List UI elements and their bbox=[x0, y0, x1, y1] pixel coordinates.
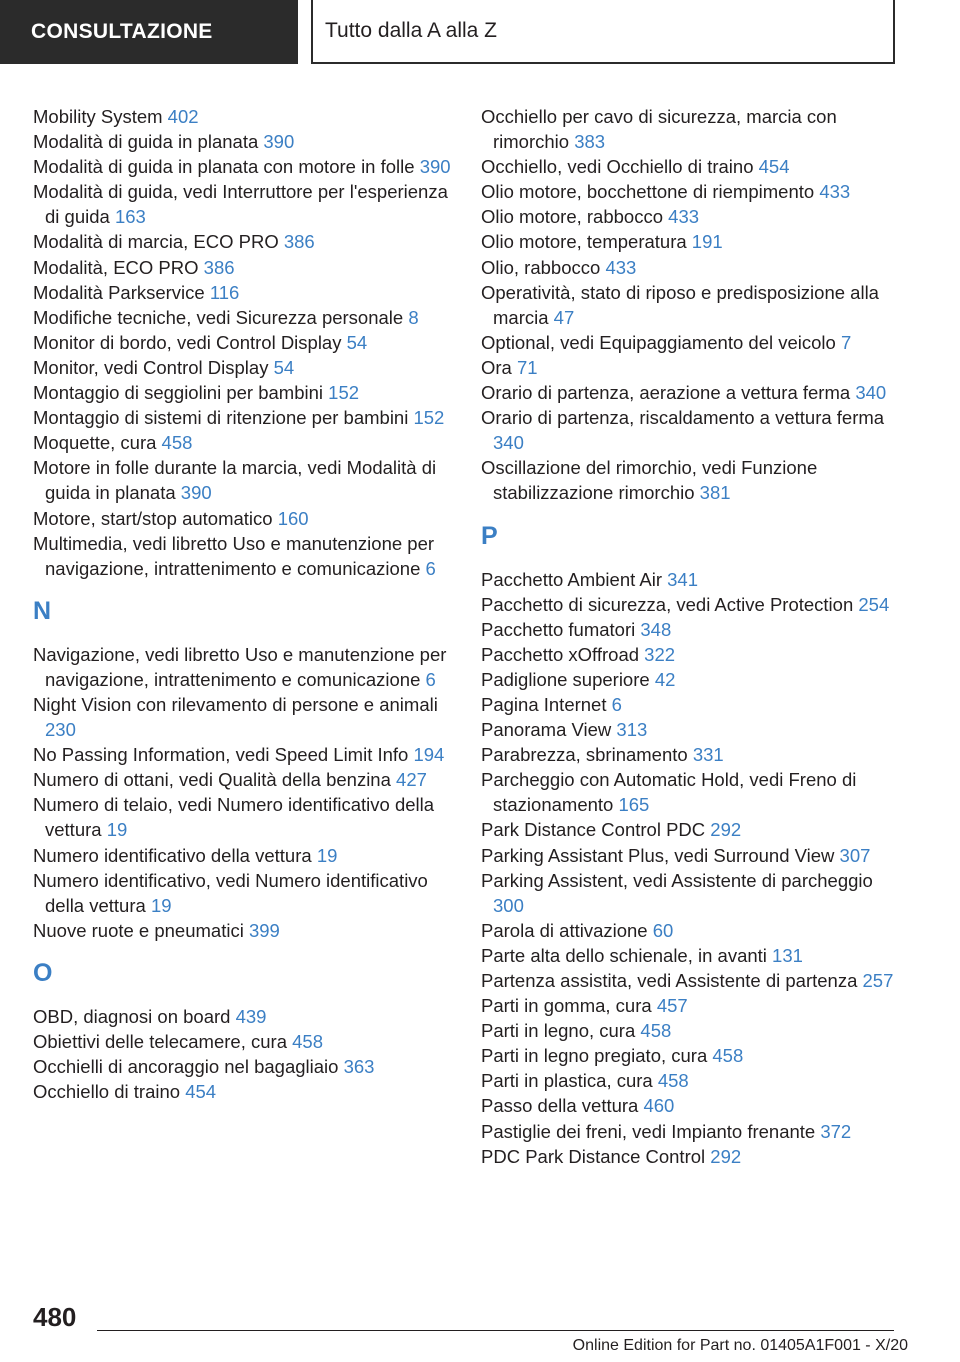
index-entry-text: Motore in folle durante la marcia, vedi Modalità di guida in planata bbox=[33, 457, 437, 504]
index-entry-text: Olio motore, temperatura bbox=[481, 231, 692, 253]
index-entry bbox=[33, 1029, 458, 1054]
index-entry bbox=[481, 667, 901, 692]
index-page-link[interactable]: 152 bbox=[413, 407, 445, 429]
index-entry-text: Nuove ruote e pneumatici bbox=[33, 919, 249, 941]
index-page-link[interactable]: 54 bbox=[346, 331, 368, 353]
index-page-link[interactable]: 19 bbox=[150, 894, 172, 916]
index-entry bbox=[33, 868, 458, 918]
index-entry bbox=[481, 1018, 901, 1043]
index-entry bbox=[33, 154, 458, 179]
index-page-link[interactable]: 458 bbox=[712, 1045, 744, 1067]
index-entry bbox=[481, 380, 901, 405]
index-entry bbox=[33, 229, 458, 254]
index-entry bbox=[481, 255, 901, 280]
index-entry bbox=[481, 204, 901, 229]
index-entry-text: Parti in plastica, cura bbox=[481, 1070, 658, 1092]
index-entry bbox=[481, 1093, 901, 1118]
index-entry-text: Parabrezza, sbrinamento bbox=[481, 744, 693, 766]
index-entry-text: Modalità Parkservice bbox=[33, 281, 210, 303]
index-entry bbox=[481, 742, 901, 767]
page-number: 480 bbox=[33, 1302, 77, 1332]
index-entry bbox=[481, 617, 901, 642]
index-page-link[interactable]: 194 bbox=[413, 744, 445, 766]
index-page-link[interactable]: 386 bbox=[203, 256, 235, 278]
index-entry-text: Occhiello, vedi Occhiello di traino bbox=[481, 156, 759, 178]
index-letter-heading: O bbox=[33, 958, 53, 987]
index-page-link[interactable]: 386 bbox=[283, 231, 315, 253]
index-entry-text: Orario di partenza, aerazione a vettura ferma bbox=[481, 382, 856, 404]
index-entry-text: Obiettivi delle telecamere, cura bbox=[33, 1031, 293, 1052]
index-entry bbox=[481, 592, 901, 617]
index-entry bbox=[481, 1068, 901, 1093]
index-entry-text: Modalità di guida, vedi Interruttore per l'esperienza di guida bbox=[33, 181, 448, 228]
chapter-header bbox=[311, 0, 895, 64]
index-entry-text: Panorama View bbox=[481, 719, 617, 741]
index-page-link[interactable]: 8 bbox=[408, 306, 419, 328]
index-entry-text: Motore, start/stop automatico bbox=[33, 507, 278, 529]
index-entry-text: Navigazione, vedi libretto Uso e manutenzione per navigazione, intrattenimento e comunicazione bbox=[33, 643, 447, 690]
index-page-link[interactable]: 292 bbox=[710, 1145, 742, 1167]
index-entry bbox=[481, 868, 901, 918]
index-page-link[interactable]: 454 bbox=[758, 156, 790, 178]
index-entry bbox=[481, 642, 901, 667]
index-entry-text: Oscillazione del rimorchio, vedi Funzione stabilizzazione rimorchio bbox=[481, 457, 818, 504]
index-entry-text: Pacchetto Ambient Air bbox=[481, 568, 668, 590]
index-page-link[interactable]: 307 bbox=[839, 844, 871, 866]
index-page-link[interactable]: 322 bbox=[644, 643, 676, 665]
index-entry-text: Night Vision con rilevamento di persone e animali bbox=[33, 693, 438, 715]
index-page-link[interactable]: 381 bbox=[699, 482, 731, 504]
index-page-link[interactable]: 42 bbox=[654, 668, 676, 690]
index-entry-text: Monitor, vedi Control Display bbox=[33, 356, 274, 378]
index-page-link[interactable]: 399 bbox=[248, 919, 280, 941]
index-page-link[interactable]: 458 bbox=[657, 1070, 689, 1092]
index-entry bbox=[33, 129, 458, 154]
index-entry-text: Numero di telaio, vedi Numero identificativo della vettura bbox=[33, 794, 435, 841]
section-tab bbox=[0, 0, 298, 64]
section-title: CONSULTAZIONE bbox=[31, 20, 213, 43]
index-page-link[interactable]: 458 bbox=[640, 1020, 672, 1042]
index-page-link[interactable]: 257 bbox=[862, 970, 894, 991]
index-column-right bbox=[481, 104, 901, 1169]
index-entry-text: Occhiello per cavo di sicurezza, marcia con rimorchio bbox=[481, 106, 837, 153]
index-page-link[interactable]: 454 bbox=[185, 1081, 217, 1103]
index-entry bbox=[33, 792, 458, 842]
index-entry-text: Olio motore, rabbocco bbox=[481, 206, 669, 228]
index-letter-heading: N bbox=[33, 596, 52, 625]
index-entry bbox=[481, 179, 901, 204]
index-entry bbox=[33, 918, 458, 943]
index-entry bbox=[481, 567, 901, 592]
index-entry bbox=[481, 943, 901, 968]
index-entry bbox=[481, 1144, 901, 1169]
index-page-link[interactable]: 383 bbox=[574, 131, 606, 153]
index-entry-text: Padiglione superiore bbox=[481, 668, 655, 690]
index-entry-text: Moquette, cura bbox=[33, 432, 162, 454]
index-entry-text: Pacchetto xOffroad bbox=[481, 643, 645, 665]
index-entry bbox=[481, 154, 901, 179]
index-page-link[interactable]: 402 bbox=[167, 106, 199, 127]
index-page-link[interactable]: 460 bbox=[643, 1095, 675, 1117]
index-entry bbox=[481, 717, 901, 742]
index-entry-text: Parola di attivazione bbox=[481, 919, 653, 941]
index-page-link[interactable]: 348 bbox=[640, 618, 672, 640]
index-entry-text: Orario di partenza, riscaldamento a vettura ferma bbox=[481, 407, 885, 429]
index-page-link[interactable]: 390 bbox=[263, 131, 295, 153]
index-page-link[interactable]: 313 bbox=[616, 719, 648, 741]
index-page-link[interactable]: 7 bbox=[840, 331, 852, 353]
index-page-link[interactable]: 152 bbox=[328, 382, 360, 404]
index-page-link[interactable]: 292 bbox=[710, 819, 742, 841]
index-entry bbox=[481, 1119, 901, 1144]
index-entry bbox=[33, 1004, 458, 1029]
index-entry bbox=[33, 430, 458, 455]
index-page-link[interactable]: 116 bbox=[209, 281, 240, 303]
index-entry-text: PDC Park Distance Control bbox=[481, 1145, 711, 1167]
index-entry bbox=[33, 305, 458, 330]
index-page-link[interactable]: 372 bbox=[820, 1120, 852, 1142]
index-page-link[interactable]: 160 bbox=[277, 507, 309, 529]
index-page-link[interactable]: 433 bbox=[605, 256, 637, 278]
index-entry-text: Olio motore, bocchettone di riempimento bbox=[481, 181, 820, 203]
index-entry bbox=[33, 642, 458, 692]
index-page-link[interactable]: 19 bbox=[106, 819, 128, 841]
chapter-title: Tutto dalla A alla Z bbox=[325, 19, 497, 42]
index-page-link[interactable]: 71 bbox=[516, 356, 538, 378]
index-page-link[interactable]: 390 bbox=[180, 482, 212, 504]
index-entry-text: Modalità di guida in planata bbox=[33, 131, 264, 153]
index-page-link[interactable]: 254 bbox=[858, 593, 890, 615]
index-page-link[interactable]: 439 bbox=[235, 1005, 267, 1027]
index-entry-text: Mobility System bbox=[33, 106, 168, 127]
index-page-link[interactable]: 457 bbox=[656, 995, 688, 1017]
index-page-link[interactable]: 433 bbox=[668, 206, 700, 228]
index-entry bbox=[33, 843, 458, 868]
index-page-link[interactable]: 340 bbox=[493, 432, 524, 454]
index-page-link[interactable]: 60 bbox=[652, 919, 674, 941]
index-entry-text: Multimedia, vedi libretto Uso e manutenzione per navigazione, intrattenimento e comunicazione bbox=[33, 532, 435, 579]
index-entry bbox=[481, 968, 901, 993]
index-entry-text: Passo della vettura bbox=[481, 1095, 644, 1117]
index-entry bbox=[33, 455, 458, 505]
index-entry-text: Numero identificativo della vettura bbox=[33, 844, 317, 866]
index-entry-text: Occhielli di ancoraggio nel bagagliaio bbox=[33, 1056, 344, 1078]
index-entry bbox=[481, 229, 901, 254]
index-page-link[interactable]: 363 bbox=[343, 1056, 375, 1078]
index-entry bbox=[33, 380, 458, 405]
index-entry bbox=[33, 330, 458, 355]
index-entry-text: Pacchetto fumatori bbox=[481, 618, 641, 640]
index-page-link[interactable]: 165 bbox=[618, 794, 650, 816]
index-page-link[interactable]: 458 bbox=[292, 1031, 323, 1052]
index-entry-text: Parti in legno pregiato, cura bbox=[481, 1045, 713, 1067]
index-entry-text: Park Distance Control PDC bbox=[481, 819, 711, 841]
index-entry-text: Montaggio di seggiolini per bambini bbox=[33, 382, 329, 404]
index-page-link[interactable]: 6 bbox=[425, 557, 436, 579]
index-column-left bbox=[33, 104, 458, 1104]
index-entry-text: Operatività, stato di riposo e predisposizione alla marcia bbox=[481, 281, 879, 328]
index-entry bbox=[481, 993, 901, 1018]
index-entry bbox=[33, 531, 458, 581]
index-letter-heading: P bbox=[481, 521, 498, 550]
index-page-link[interactable]: 131 bbox=[772, 944, 803, 966]
index-entry-text: Parcheggio con Automatic Hold, vedi Freno di stazionamento bbox=[481, 769, 857, 816]
index-page-link[interactable]: 191 bbox=[691, 231, 723, 253]
index-entry-text: No Passing Information, vedi Speed Limit Info bbox=[33, 744, 414, 766]
index-entry bbox=[481, 918, 901, 943]
index-entry bbox=[33, 742, 458, 767]
index-entry-text: Ora bbox=[481, 356, 517, 378]
index-entry-text: Partenza assistita, vedi Assistente di partenza bbox=[481, 970, 863, 991]
index-entry bbox=[481, 692, 901, 717]
index-entry-text: Pagina Internet bbox=[481, 693, 612, 715]
index-entry bbox=[33, 179, 458, 229]
index-page-link[interactable]: 6 bbox=[425, 668, 436, 690]
index-page-link[interactable]: 300 bbox=[493, 894, 524, 916]
index-entry bbox=[33, 355, 458, 380]
index-entry-text: Parte alta dello schienale, in avanti bbox=[481, 944, 773, 966]
index-entry bbox=[33, 280, 458, 305]
index-entry-text: Optional, vedi Equipaggiamento del veicolo bbox=[481, 331, 841, 353]
index-entry-text: Monitor di bordo, vedi Control Display bbox=[33, 331, 347, 353]
index-page-link[interactable]: 6 bbox=[611, 693, 622, 715]
index-page-link[interactable]: 230 bbox=[45, 719, 76, 741]
index-entry-text: Pacchetto di sicurezza, vedi Active Protection bbox=[481, 593, 859, 615]
index-page-link[interactable]: 427 bbox=[396, 769, 427, 791]
footer-divider bbox=[97, 1330, 894, 1331]
index-entry bbox=[481, 767, 901, 817]
index-entry-text: Modifiche tecniche, vedi Sicurezza personale bbox=[33, 306, 409, 328]
index-entry-text: Modalità, ECO PRO bbox=[33, 256, 204, 278]
index-entry-text: Modalità di marcia, ECO PRO bbox=[33, 231, 284, 253]
index-entry bbox=[481, 455, 901, 505]
index-entry bbox=[33, 1079, 458, 1104]
index-page-link[interactable]: 163 bbox=[114, 206, 146, 228]
index-entry-text: Olio, rabbocco bbox=[481, 256, 606, 278]
index-entry-text: Occhiello di traino bbox=[33, 1081, 186, 1103]
index-entry bbox=[33, 767, 458, 792]
index-page-link[interactable]: 390 bbox=[419, 156, 451, 178]
index-entry bbox=[33, 692, 458, 742]
index-entry-text: Parking Assistant Plus, vedi Surround View bbox=[481, 844, 840, 866]
index-entry bbox=[33, 104, 458, 129]
index-entry bbox=[33, 405, 458, 430]
index-entry bbox=[481, 330, 901, 355]
index-entry-text: Montaggio di sistemi di ritenzione per bambini bbox=[33, 407, 414, 429]
index-entry bbox=[481, 1043, 901, 1068]
index-entry bbox=[481, 817, 901, 842]
index-entry bbox=[33, 255, 458, 280]
index-entry bbox=[481, 405, 901, 455]
index-page-link[interactable]: 458 bbox=[161, 432, 193, 454]
index-page-link[interactable]: 340 bbox=[855, 382, 887, 404]
index-entry bbox=[481, 104, 901, 154]
index-entry-text: OBD, diagnosi on board bbox=[33, 1005, 236, 1027]
index-entry-text: Pastiglie dei freni, vedi Impianto frenante bbox=[481, 1120, 821, 1142]
index-page-link[interactable]: 331 bbox=[692, 744, 724, 766]
index-entry-text: Modalità di guida in planata con motore in folle bbox=[33, 156, 420, 178]
footer-edition: Online Edition for Part no. 01405A1F001 - X/20 bbox=[572, 1337, 908, 1354]
index-page-link[interactable]: 54 bbox=[273, 356, 295, 378]
index-entry-text: Parti in legno, cura bbox=[481, 1020, 641, 1042]
index-entry bbox=[481, 843, 901, 868]
index-entry-text: Parti in gomma, cura bbox=[481, 995, 657, 1017]
index-entry bbox=[33, 1054, 458, 1079]
index-page-link[interactable]: 47 bbox=[553, 306, 575, 328]
index-page-link[interactable]: 19 bbox=[316, 844, 338, 866]
index-page-link[interactable]: 341 bbox=[667, 568, 699, 590]
index-entry-text: Parking Assistent, vedi Assistente di parcheggio bbox=[481, 869, 873, 891]
index-entry bbox=[481, 280, 901, 330]
index-entry-text: Numero di ottani, vedi Qualità della benzina bbox=[33, 769, 397, 791]
index-entry-text: Numero identificativo, vedi Numero identificativo della vettura bbox=[33, 869, 428, 916]
index-entry bbox=[481, 355, 901, 380]
index-entry bbox=[33, 506, 458, 531]
index-page-link[interactable]: 433 bbox=[819, 181, 851, 203]
